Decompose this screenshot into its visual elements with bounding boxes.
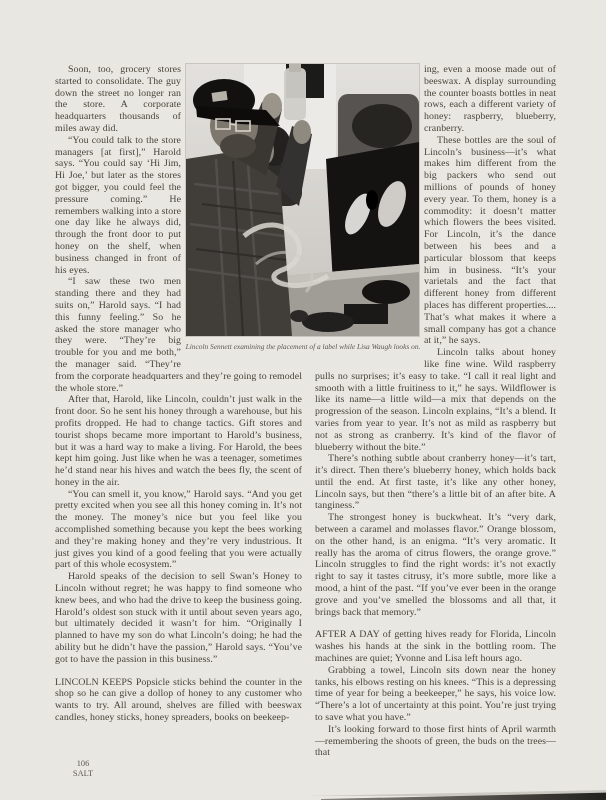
page-footer [56,759,110,778]
paragraph: “You could talk to the store managers [at first],” Harold says. “You could say ‘Hi Jim, Hi Joe,’ but later as the stores got bigger, you could feel the pressure coming.” He remembers walking into a store one day like he always did, through the front door to put honey on the shelf, when business changed in front of his eyes. [55,134,181,276]
paragraph: Grabbing a towel, Lincoln sits down near the honey tanks, his elbows resting on his knees. “This is a depressing time of year for being a beekeeper,” he says, his voice low. “There’s a lot of uncertainty at this point. You’re just trying to save what you have.” [315,664,556,724]
paragraph: It’s looking forward to those first hints of April warmth—remembering the shoots of green, the buds on the trees—that [315,723,556,759]
paragraph: “You can smell it, you know,” Harold says. “And you get pretty excited when you see all this honey coming in. It’s not the money. The money’s nice but you feel like you accomplished something because you kept the bees working and they’re making honey and they’re very industrious. It just gives you kind of a good feeling that you were actually part of this whole ecosystem.” [55,488,302,571]
paragraph: There’s nothing subtle about cranberry honey—it’s tart, it’s direct. Then there’s blueberry honey, which holds back until the end. At first taste, it’s like any other honey, Lincoln says, but then “there’s a little bit of an after bite. A tanginess.” [315,453,556,512]
paragraph: “I saw these two men standing there and they had suits on,” Harold says. “I had this funny feeling.” So he asked the store manager who they were. “They’re big trouble for you and me both,” the manager said. “They’re from the corporate headquarters and they’re going to remodel the whole store.” [55,276,302,394]
paragraph: The strongest honey is buckwheat. It’s “very dark, between a caramel and molasses flavor.” Orange blossom, on the other hand, is an enigma. “It’s very aromatic. It really has the aroma of citrus flowers, the orange grove.” Lincoln struggles to find the right words: it’s not exactly right to say it tastes citrusy, it’s more subtle, more like a mood, a hint of the past. “If you’ve ever been in the orange grove and you’ve smelled the blossoms and all that, it brings back that memory.” [315,512,556,618]
page-number: 106 [76,759,90,768]
paragraph: Lincoln talks about honey like fine wine. Wild raspberry pulls no surprises; it’s easy to take. “I call it real light and smooth with a little fruitiness to it,” he says. Wildflower is like its name—a little wild—a mix that depends on the progression of the season. Lincoln explains, “It’s a blend. It varies from year to year. It’s not as mild as raspberry but not as strong as cranberry. It’s kind of the flavor of blueberry without the bite.” [315,347,556,453]
photo-illustration [186,64,419,336]
photo-lincoln-bottling [186,64,419,336]
paragraph: ing, even a moose made out of beeswax. A display surrounding the counter boasts bottles in neat rows, each a different variety of honey: raspberry, blueberry, cranberry. [424,64,556,134]
paragraph: Soon, too, grocery stores started to consolidate. The guy down the street no longer ran the store. A corporate headquarters thousands of miles away did. [55,64,181,134]
photo-caption: Lincoln Sennett examining the placement of a label while Lisa Waugh looks on. [185,342,421,351]
paragraph: LINCOLN KEEPS Popsicle sticks behind the counter in the shop so he can give a dollop of honey to any customer who wants to try. All around, shelves are filled with beeswax candles, honey sticks, honey spreaders, books on beekeep- [55,676,302,724]
paragraph: These bottles are the soul of Lincoln’s business—it’s what makes him different from the big packers who send out millions of pounds of honey every year. To them, honey is a commodity: it doesn’t matter which flowers the bees visited. For Lincoln, it’s the dance between his bees and a particular blossom that keeps him in business. “It’s your varietals and the fact that different honey from different places has different properties.... That’s what makes it where a small company has got a chance at it,” he says. [424,134,556,347]
magazine-title: SALT [72,768,94,778]
paragraph: After that, Harold, like Lincoln, couldn’t just walk in the front door. So he sent his honey through a warehouse, but his profits dropped. He had to change tactics. Gift stores and tourist shops became more important to Harold’s business, but it was a hard way to make a living. For Harold, the bees kept him going. Just like when he was a teenager, sometimes he’d stand near his hives and watch the bees fly, the scent of honey in the air. [55,394,302,488]
paragraph: AFTER A DAY of getting hives ready for Florida, Lincoln washes his hands at the sink in the bottling room. The machines are quiet; Yvonne and Lisa left hours ago. [315,629,556,665]
paragraph: Harold speaks of the decision to sell Swan’s Honey to Lincoln without regret; he was happy to find someone who knew bees, and who had the drive to keep the business going. Harold’s oldest son stuck with it until about seven years ago, but ultimately decided it wasn’t for him. “Originally I planned to have my son do what Lincoln’s doing; he had the ability but he didn’t have the passion,” Harold says. “You’ve got to have the passion in this business.” [55,571,302,665]
